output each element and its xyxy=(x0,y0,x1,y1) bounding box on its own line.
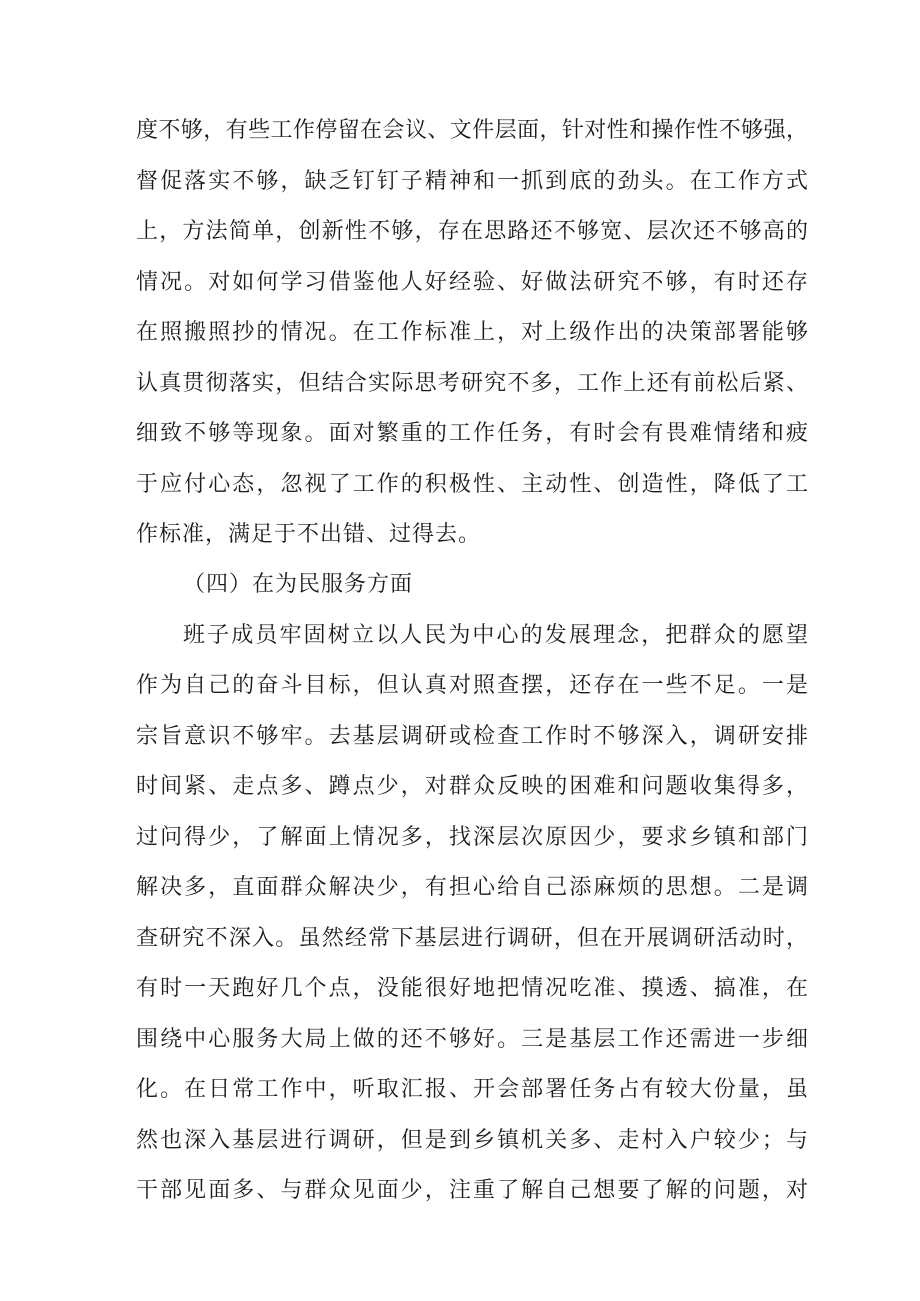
paragraph-line: 作为自己的奋斗目标，但认真对照查摆，还存在一些不足。一是 xyxy=(136,673,808,698)
paragraph-line: 干部见面多、与群众见面少，注重了解自己想要了解的问题，对 xyxy=(136,1178,808,1203)
paragraph-line: 然也深入基层进行调研，但是到乡镇机关多、走村入户较少；与 xyxy=(136,1128,808,1153)
paragraph-line: 时间紧、走点多、蹲点少，对群众反映的困难和问题收集得多， xyxy=(136,774,808,799)
paragraph-line: 认真贯彻落实，但结合实际思考研究不多，工作上还有前松后紧、 xyxy=(136,371,808,396)
paragraph-line: 化。在日常工作中，听取汇报、开会部署任务占有较大份量，虽 xyxy=(136,1077,808,1102)
section-heading: （四）在为民服务方面 xyxy=(183,572,414,597)
paragraph-line: 过问得少，了解面上情况多，找深层次原因少，要求乡镇和部门 xyxy=(136,825,808,850)
paragraph-line: 督促落实不够，缺乏钉钉子精神和一抓到底的劲头。在工作方式 xyxy=(136,169,808,194)
paragraph-line: 围绕中心服务大局上做的还不够好。三是基层工作还需进一步细 xyxy=(136,1027,808,1052)
paragraph-line: 上，方法简单，创新性不够，存在思路还不够宽、层次还不够高的 xyxy=(136,219,808,244)
paragraph-line: 度不够，有些工作停留在会议、文件层面，针对性和操作性不够强， xyxy=(136,118,808,143)
paragraph-line: 情况。对如何学习借鉴他人好经验、好做法研究不够，有时还存 xyxy=(136,270,808,295)
paragraph-line: 作标准，满足于不出错、过得去。 xyxy=(136,522,482,547)
paragraph-line: 细致不够等现象。面对繁重的工作任务，有时会有畏难情绪和疲 xyxy=(136,421,808,446)
paragraph-line: 班子成员牢固树立以人民为中心的发展理念，把群众的愿望 xyxy=(183,623,808,648)
paragraph-line: 查研究不深入。虽然经常下基层进行调研，但在开展调研活动时， xyxy=(136,926,808,951)
paragraph-line: 在照搬照抄的情况。在工作标准上，对上级作出的决策部署能够 xyxy=(136,320,808,345)
paragraph-line: 有时一天跑好几个点，没能很好地把情况吃准、摸透、搞准，在 xyxy=(136,976,808,1001)
paragraph-line: 于应付心态，忽视了工作的积极性、主动性、创造性，降低了工 xyxy=(136,472,808,497)
paragraph-line: 宗旨意识不够牢。去基层调研或检查工作时不够深入，调研安排 xyxy=(136,724,808,749)
paragraph-line: 解决多，直面群众解决少，有担心给自己添麻烦的思想。二是调 xyxy=(136,875,808,900)
